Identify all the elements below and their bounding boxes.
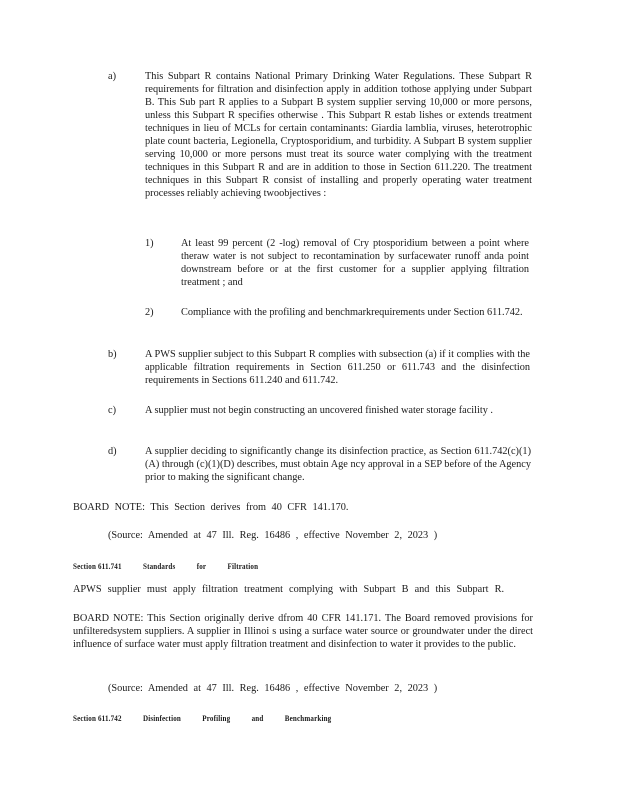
item-c-text: A supplier must not begin constructing an uncovered finished water storage facility . bbox=[145, 405, 494, 416]
item-a-marker: a) bbox=[108, 71, 116, 82]
item-a2-marker: 2) bbox=[145, 307, 154, 318]
section-742-number: Section 611.742 bbox=[73, 713, 122, 723]
item-a-text: This Subpart R contains National Primary Drinking Water Regulations. These Subpart R requirements for filtration and disinfection apply in addition tothose applying under Subpart B. This Sub part R applies to a Subpart B system supplier serving 10,000 or more persons, unless this Subpart R specifies otherwise . This Subpart R estab lishes or extends treatment techniques in lieu of MCLs for certain contaminants: Giardia lamblia, viruses, heterotrophic plate count bacteria, Legionella, Cryptosporidium, and turbidity. A Subpart B system supplier serving 10,000 or more persons must treat its source water complying with the treatment techniques in this Subpart R and are in addition to those in Section 611.220. The treatment techniques in this Subpart R consist of installing and properly operating water treatment processes reliably achieving twoobjectives : bbox=[145, 71, 532, 199]
section-742-title-word: Benchmarking bbox=[284, 713, 332, 723]
source-note-2: (Source: Amended at 47 Ill. Reg. 16486 , effective November 2, 2023 ) bbox=[108, 683, 438, 694]
section-742-title-word: and bbox=[251, 713, 264, 723]
section-742-title-word: Profiling bbox=[202, 713, 231, 723]
source-note-1: (Source: Amended at 47 Ill. Reg. 16486 , effective November 2, 2023 ) bbox=[108, 530, 438, 541]
section-741-number: Section 611.741 bbox=[73, 561, 122, 571]
section-741-title-word: Filtration bbox=[227, 561, 259, 571]
section-741-text: APWS supplier must apply filtration treatment complying with Subpart B and this Subpart R. bbox=[73, 584, 505, 595]
section-741-title-word: for bbox=[196, 561, 207, 571]
item-d-marker: d) bbox=[108, 446, 117, 457]
section-742-heading bbox=[73, 712, 353, 725]
section-741-heading bbox=[73, 560, 279, 573]
board-note-2: BOARD NOTE: This Section originally derive dfrom 40 CFR 141.171. The Board removed provisions for unfilteredsystem suppliers. A supplier in Illinoi s using a surface water source or groundwater under the direct influence of surface water must apply filtration treatment and disinfection to water it provides to the public. bbox=[73, 613, 533, 650]
item-d-text: A supplier deciding to significantly change its disinfection practice, as Section 611.742(c)(1)(A) through (c)(1)(D) describes, must obtain Age ncy approval in a SEP before of the Agency prior to making the significant change. bbox=[145, 446, 531, 483]
board-note-1: BOARD NOTE: This Section derives from 40 CFR 141.170. bbox=[73, 502, 349, 513]
item-c-marker: c) bbox=[108, 405, 116, 416]
section-742-title-word: Disinfection bbox=[142, 713, 181, 723]
section-741-title-word: Standards bbox=[142, 561, 176, 571]
item-a1-marker: 1) bbox=[145, 238, 154, 249]
item-a1-text: At least 99 percent (2 -log) removal of Cry ptosporidium between a point where theraw water is not subject to recontamination by surfacewater runoff anda point downstream before or at the first customer for a supplier applying filtration treatment ; and bbox=[181, 238, 529, 288]
item-b-marker: b) bbox=[108, 349, 117, 360]
item-b-text: A PWS supplier subject to this Subpart R complies with subsection (a) if it complies with the applicable filtration requirements in Section 611.250 or 611.743 and the disinfection requirements in Sections 611.240 and 611.742. bbox=[145, 349, 530, 386]
item-a2-text: Compliance with the profiling and benchmarkrequirements under Section 611.742. bbox=[181, 307, 523, 318]
